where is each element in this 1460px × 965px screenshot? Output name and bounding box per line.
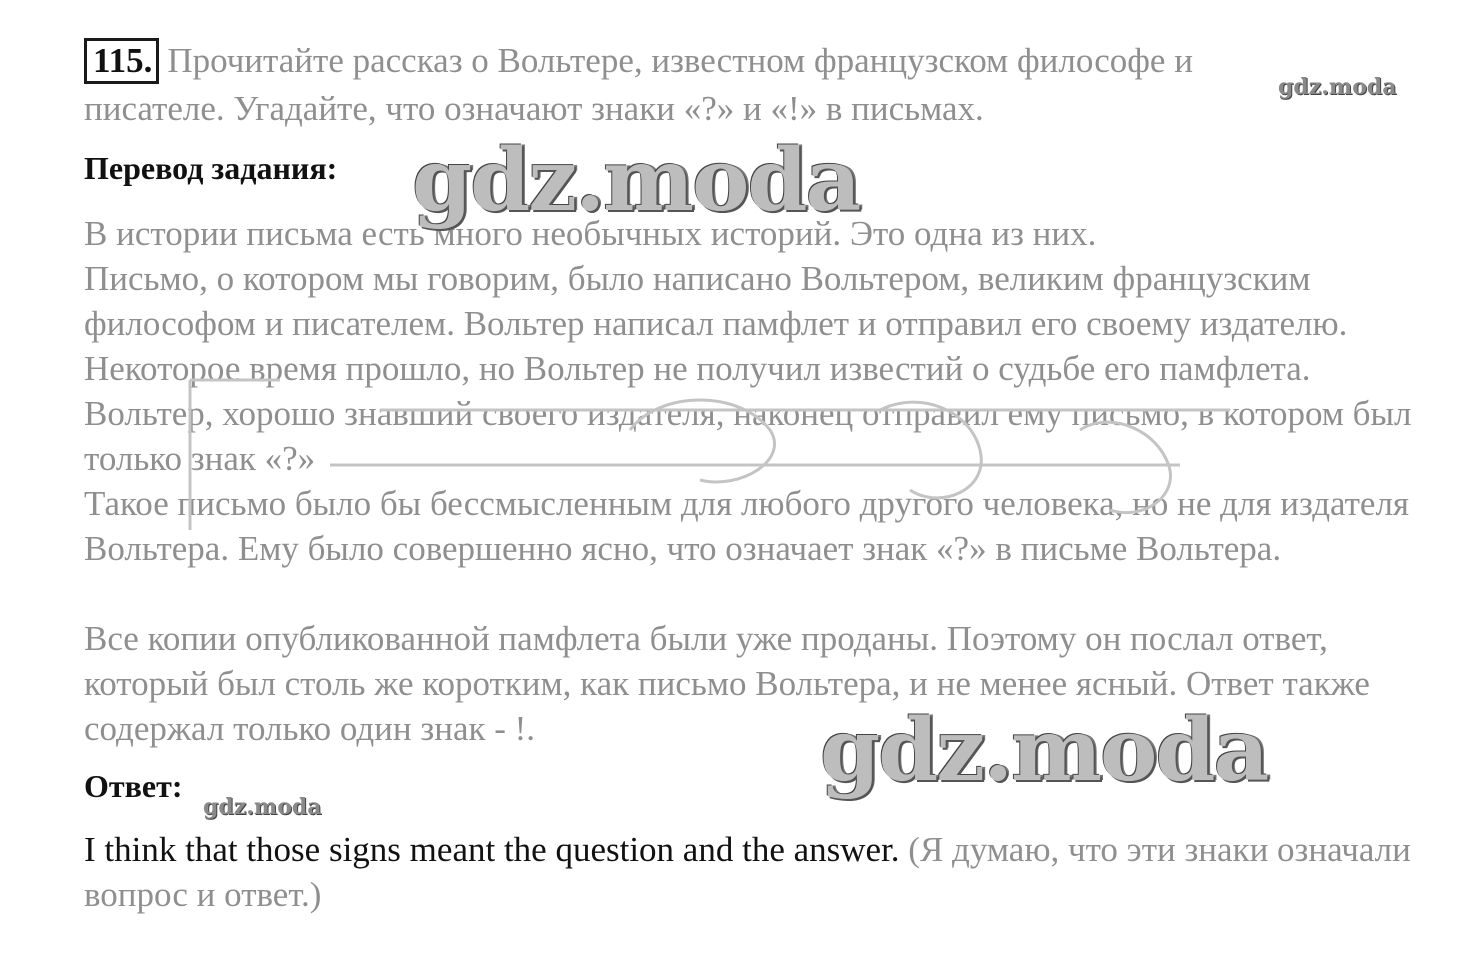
translation-paragraph-1: В истории письма есть много необычных историй. Это одна из них. [84,214,1097,253]
watermark-logo-1: gdz.moda [412,130,860,231]
task-text-line-1: Прочитайте рассказ о Вольтере, известном французском философе и [167,41,1193,80]
watermark-logo-2: gdz.moda [820,700,1268,801]
translation-paragraph-3: Такое письмо было бы бессмысленным для любого другого человека, но не для издателя Вольтера. Ему было совершенно ясно, что означает знак «?» в письме Вольтера. [84,484,1410,568]
task-line-1 [84,38,1193,84]
task-text-line-2: писателе. Угадайте, что означают знаки «?» и «!» в письмах. [84,89,984,128]
task-number: 115. [84,38,159,84]
answer-text [84,827,1424,917]
answer-english: I think that those signs meant the question and the answer. [84,830,900,869]
translation-paragraph-2: Письмо, о котором мы говорим, было написано Вольтером, великим французским философом и писателем. Вольтер написал памфлет и отправил его своему издателю. Некоторое время прошло, но Вольтер не получил известий о судьбе его памфлета. Вольтер, хорошо знавший своего издателя, наконец отправил ему письмо, в котором был только знак «?» [84,259,1412,478]
translation-paragraph-4: Все копии опубликованной памфлета были уже проданы. Поэтому он послал ответ, который был столь же коротким, как письмо Вольтера, и не менее ясный. Ответ также содержал только один знак - !. [84,619,1370,748]
answer-heading: Ответ: [84,768,183,804]
answer-russian: (Я думаю, что эти знаки означали вопрос и ответ.) [84,830,1411,914]
watermark-logo-small-1: gdz.moda [1278,74,1397,100]
watermark-logo-small-2: gdz.moda [203,794,322,820]
translation-heading: Перевод задания: [84,150,338,186]
